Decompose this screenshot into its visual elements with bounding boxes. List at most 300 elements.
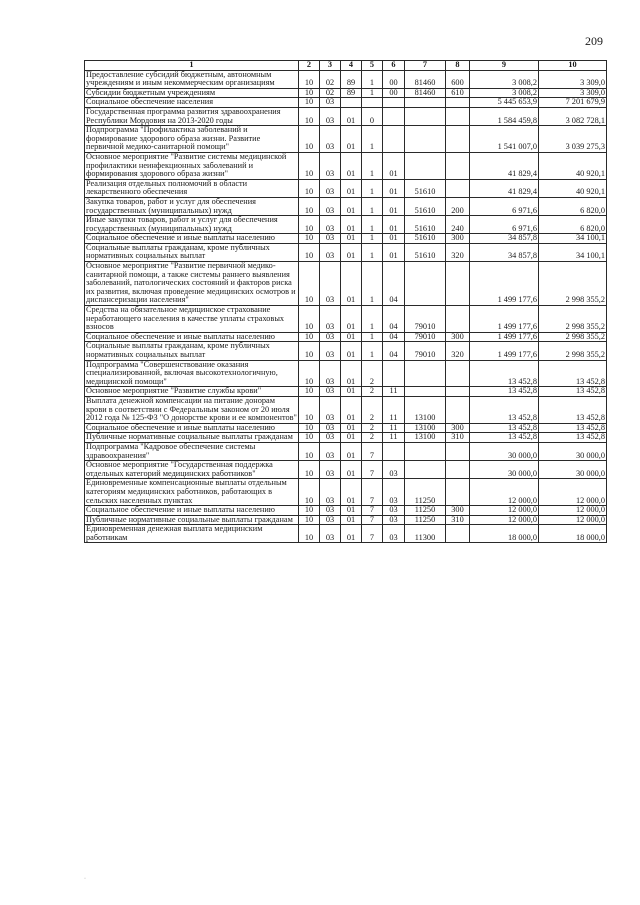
table-row (85, 88, 607, 98)
amount-cell: 12 000,0 (470, 506, 539, 516)
amount-cell: 2 998 355,2 (539, 342, 607, 360)
code-cell: 10 (299, 216, 320, 234)
amount-cell: 3 039 275,3 (539, 126, 607, 153)
amount-cell: 12 000,0 (470, 515, 539, 525)
column-header: 5 (362, 61, 383, 71)
table-row (85, 332, 607, 342)
table-row (85, 152, 607, 179)
code-cell: 01 (341, 461, 362, 479)
page-number: 209 (585, 34, 603, 48)
code-cell: 02 (320, 70, 341, 88)
code-cell: 2 (362, 433, 383, 443)
amount-cell: 2 998 355,2 (539, 332, 607, 342)
column-header: 7 (405, 61, 446, 71)
row-name-cell: Государственная программа развития здравоохранения Республики Мордовия на 2013-2020 годы (85, 107, 299, 125)
code-cell: 11250 (405, 515, 446, 525)
code-cell: 03 (320, 506, 341, 516)
amount-cell: 34 857,8 (470, 243, 539, 261)
code-cell: 1 (362, 243, 383, 261)
code-cell: 11300 (405, 525, 446, 543)
amount-cell: 1 499 177,6 (470, 262, 539, 306)
code-cell: 51610 (405, 234, 446, 244)
code-cell: 10 (299, 360, 320, 387)
amount-cell: 30 000,0 (539, 442, 607, 460)
code-cell: 1 (362, 262, 383, 306)
code-cell: 01 (383, 243, 405, 261)
row-name-cell: Единовременная денежная выплата медицинским работникам (85, 525, 299, 543)
amount-cell: 13 452,8 (539, 387, 607, 397)
code-cell: 1 (362, 332, 383, 342)
code-cell: 13100 (405, 423, 446, 433)
code-cell: 300 (446, 234, 470, 244)
row-name-cell: Основное мероприятие "Развитие системы медицинской профилактики неинфекционных заболеваний и формирования здорового образа жизни" (85, 152, 299, 179)
table-row (85, 479, 607, 506)
code-cell: 10 (299, 306, 320, 333)
row-name-cell: Публичные нормативные социальные выплаты гражданам (85, 433, 299, 443)
table-row (85, 342, 607, 360)
code-cell: 03 (320, 306, 341, 333)
amount-cell: 18 000,0 (539, 525, 607, 543)
column-header: 3 (320, 61, 341, 71)
code-cell: 7 (362, 506, 383, 516)
code-cell: 10 (299, 442, 320, 460)
code-cell: 300 (446, 506, 470, 516)
code-cell (405, 461, 446, 479)
code-cell: 10 (299, 262, 320, 306)
table-row (85, 396, 607, 423)
code-cell: 1 (362, 234, 383, 244)
code-cell: 03 (320, 433, 341, 443)
code-cell: 51610 (405, 243, 446, 261)
code-cell: 10 (299, 126, 320, 153)
amount-cell: 12 000,0 (539, 515, 607, 525)
code-cell: 10 (299, 433, 320, 443)
code-cell: 7 (362, 525, 383, 543)
footer-mark: · (84, 876, 86, 882)
code-cell (405, 126, 446, 153)
table-row (85, 461, 607, 479)
code-cell: 01 (341, 152, 362, 179)
amount-cell: 1 499 177,6 (470, 306, 539, 333)
code-cell: 10 (299, 70, 320, 88)
code-cell: 01 (341, 179, 362, 197)
code-cell: 01 (341, 197, 362, 215)
code-cell: 03 (320, 179, 341, 197)
code-cell: 01 (341, 515, 362, 525)
code-cell: 310 (446, 515, 470, 525)
amount-cell: 18 000,0 (470, 525, 539, 543)
code-cell: 03 (383, 515, 405, 525)
table-row (85, 525, 607, 543)
code-cell: 10 (299, 107, 320, 125)
code-cell: 03 (320, 234, 341, 244)
code-cell: 10 (299, 243, 320, 261)
amount-cell: 13 452,8 (470, 387, 539, 397)
code-cell (446, 396, 470, 423)
code-cell: 11 (383, 387, 405, 397)
code-cell: 13100 (405, 433, 446, 443)
code-cell: 1 (362, 152, 383, 179)
code-cell: 01 (341, 126, 362, 153)
column-header: 2 (299, 61, 320, 71)
column-header: 4 (341, 61, 362, 71)
code-cell: 79010 (405, 342, 446, 360)
code-cell: 11 (383, 396, 405, 423)
code-cell: 04 (383, 342, 405, 360)
code-cell: 03 (320, 262, 341, 306)
code-cell: 03 (320, 342, 341, 360)
code-cell: 10 (299, 342, 320, 360)
amount-cell: 41 829,4 (470, 179, 539, 197)
code-cell: 01 (341, 506, 362, 516)
code-cell: 320 (446, 243, 470, 261)
row-name-cell: Средства на обязательное медицинское страхование неработающего населения в качестве уплаты страховых взносов (85, 306, 299, 333)
code-cell: 01 (383, 197, 405, 215)
code-cell: 1 (362, 126, 383, 153)
code-cell: 03 (320, 387, 341, 397)
code-cell (405, 442, 446, 460)
column-header: 10 (539, 61, 607, 71)
code-cell: 01 (341, 433, 362, 443)
amount-cell: 41 829,4 (470, 152, 539, 179)
amount-cell: 13 452,8 (470, 423, 539, 433)
code-cell: 2 (362, 387, 383, 397)
table-row (85, 515, 607, 525)
amount-cell: 6 971,6 (470, 197, 539, 215)
amount-cell: 13 452,8 (539, 360, 607, 387)
row-name-cell: Социальное обеспечение и иные выплаты населению (85, 332, 299, 342)
row-name-cell: Социальное обеспечение и иные выплаты населению (85, 506, 299, 516)
code-cell (405, 387, 446, 397)
code-cell: 600 (446, 70, 470, 88)
code-cell: 02 (320, 88, 341, 98)
code-cell (362, 98, 383, 108)
code-cell: 10 (299, 234, 320, 244)
code-cell: 01 (341, 216, 362, 234)
code-cell: 10 (299, 461, 320, 479)
code-cell: 01 (341, 442, 362, 460)
code-cell: 79010 (405, 306, 446, 333)
code-cell: 01 (341, 525, 362, 543)
code-cell: 10 (299, 98, 320, 108)
amount-cell: 13 452,8 (539, 396, 607, 423)
table-row (85, 442, 607, 460)
code-cell: 03 (383, 525, 405, 543)
code-cell: 03 (320, 461, 341, 479)
code-cell: 81460 (405, 88, 446, 98)
code-cell: 03 (320, 197, 341, 215)
code-cell: 00 (383, 70, 405, 88)
code-cell: 01 (341, 387, 362, 397)
table-row (85, 98, 607, 108)
amount-cell: 13 452,8 (470, 433, 539, 443)
amount-cell: 34 100,1 (539, 234, 607, 244)
table-row (85, 262, 607, 306)
table-header-row (85, 61, 607, 71)
amount-cell: 30 000,0 (539, 461, 607, 479)
code-cell: 240 (446, 216, 470, 234)
table-row (85, 506, 607, 516)
code-cell: 11250 (405, 479, 446, 506)
code-cell: 03 (320, 98, 341, 108)
row-name-cell: Социальное обеспечение и иные выплаты населению (85, 234, 299, 244)
code-cell (446, 461, 470, 479)
code-cell (446, 306, 470, 333)
code-cell: 04 (383, 262, 405, 306)
row-name-cell: Иные закупки товаров, работ и услуг для обеспечения государственных (муниципальных) нужд (85, 216, 299, 234)
code-cell: 03 (320, 423, 341, 433)
table-row (85, 70, 607, 88)
code-cell: 10 (299, 179, 320, 197)
code-cell: 01 (341, 396, 362, 423)
amount-cell: 1 499 177,6 (470, 332, 539, 342)
amount-cell: 13 452,8 (470, 396, 539, 423)
code-cell: 10 (299, 423, 320, 433)
code-cell: 01 (383, 152, 405, 179)
code-cell: 01 (341, 332, 362, 342)
code-cell: 03 (320, 442, 341, 460)
code-cell: 300 (446, 332, 470, 342)
code-cell: 11250 (405, 506, 446, 516)
amount-cell: 40 920,1 (539, 152, 607, 179)
code-cell: 03 (383, 461, 405, 479)
amount-cell: 2 998 355,2 (539, 262, 607, 306)
row-name-cell: Публичные нормативные социальные выплаты гражданам (85, 515, 299, 525)
code-cell: 10 (299, 332, 320, 342)
code-cell: 10 (299, 525, 320, 543)
amount-cell: 12 000,0 (539, 479, 607, 506)
column-header: 1 (85, 61, 299, 71)
code-cell: 03 (320, 332, 341, 342)
table-row (85, 433, 607, 443)
code-cell: 01 (341, 306, 362, 333)
amount-cell: 6 820,0 (539, 216, 607, 234)
amount-cell: 13 452,8 (539, 423, 607, 433)
code-cell: 03 (320, 126, 341, 153)
code-cell: 01 (341, 107, 362, 125)
code-cell: 51610 (405, 216, 446, 234)
code-cell: 04 (383, 332, 405, 342)
code-cell: 01 (341, 243, 362, 261)
amount-cell: 30 000,0 (470, 461, 539, 479)
code-cell: 03 (320, 525, 341, 543)
code-cell: 04 (383, 306, 405, 333)
amount-cell: 3 008,2 (470, 88, 539, 98)
amount-cell: 13 452,8 (470, 360, 539, 387)
code-cell: 01 (383, 234, 405, 244)
code-cell (446, 360, 470, 387)
row-name-cell: Подпрограмма "Профилактика заболеваний и формирование здорового образа жизни. Развитие первичной медико-санитарной помощи" (85, 126, 299, 153)
column-header: 9 (470, 61, 539, 71)
code-cell: 1 (362, 342, 383, 360)
code-cell: 7 (362, 515, 383, 525)
code-cell (405, 98, 446, 108)
code-cell: 1 (362, 306, 383, 333)
code-cell (383, 442, 405, 460)
table-row (85, 197, 607, 215)
code-cell: 320 (446, 342, 470, 360)
amount-cell: 12 000,0 (539, 506, 607, 516)
amount-cell: 1 541 007,0 (470, 126, 539, 153)
row-name-cell: Основное мероприятие "Развитие первичной медико-санитарной помощи, а также системы раннего выявления заболеваний, патологических состояний и факторов риска их развития, включая проведение медицинских осмотров и диспансеризации населения" (85, 262, 299, 306)
code-cell: 01 (341, 423, 362, 433)
code-cell: 10 (299, 479, 320, 506)
row-name-cell: Предоставление субсидий бюджетным, автономным учреждениям и иным некоммерческим организациям (85, 70, 299, 88)
code-cell (446, 479, 470, 506)
code-cell: 10 (299, 396, 320, 423)
table-row (85, 423, 607, 433)
code-cell: 2 (362, 360, 383, 387)
amount-cell: 3 082 728,1 (539, 107, 607, 125)
code-cell (446, 179, 470, 197)
code-cell: 1 (362, 88, 383, 98)
row-name-cell: Единовременные компенсационные выплаты отдельным категориям медицинских работников, работающих в сельских населенных пунктах (85, 479, 299, 506)
code-cell (405, 107, 446, 125)
row-name-cell: Социальные выплаты гражданам, кроме публичных нормативных социальных выплат (85, 342, 299, 360)
code-cell: 200 (446, 197, 470, 215)
row-name-cell: Закупка товаров, работ и услуг для обеспечения государственных (муниципальных) нужд (85, 197, 299, 215)
code-cell: 13100 (405, 396, 446, 423)
row-name-cell: Социальное обеспечение и иные выплаты населению (85, 423, 299, 433)
row-name-cell: Социальные выплаты гражданам, кроме публичных нормативных социальных выплат (85, 243, 299, 261)
code-cell (405, 152, 446, 179)
code-cell: 01 (341, 234, 362, 244)
code-cell: 2 (362, 396, 383, 423)
amount-cell: 34 857,8 (470, 234, 539, 244)
table-body (85, 70, 607, 543)
code-cell: 03 (320, 216, 341, 234)
amount-cell: 30 000,0 (470, 442, 539, 460)
code-cell (446, 126, 470, 153)
amount-cell: 1 499 177,6 (470, 342, 539, 360)
code-cell: 03 (320, 479, 341, 506)
row-name-cell: Подпрограмма "Кадровое обеспечение системы здравоохранения" (85, 442, 299, 460)
code-cell: 03 (383, 506, 405, 516)
code-cell: 01 (341, 360, 362, 387)
code-cell: 10 (299, 387, 320, 397)
amount-cell: 1 584 459,8 (470, 107, 539, 125)
code-cell: 03 (383, 479, 405, 506)
code-cell: 610 (446, 88, 470, 98)
table-row (85, 234, 607, 244)
budget-table (84, 60, 607, 543)
code-cell (446, 387, 470, 397)
code-cell: 01 (383, 216, 405, 234)
code-cell (446, 98, 470, 108)
code-cell: 10 (299, 197, 320, 215)
row-name-cell: Социальное обеспечение населения (85, 98, 299, 108)
code-cell: 03 (320, 243, 341, 261)
table-row (85, 126, 607, 153)
table-row (85, 216, 607, 234)
amount-cell: 13 452,8 (539, 433, 607, 443)
table-row (85, 179, 607, 197)
code-cell: 03 (320, 396, 341, 423)
code-cell: 79010 (405, 332, 446, 342)
code-cell: 01 (383, 179, 405, 197)
code-cell: 10 (299, 515, 320, 525)
code-cell: 310 (446, 433, 470, 443)
row-name-cell: Выплата денежной компенсации на питание донорам крови в соответствии с Федеральным законом от 20 июля 2012 года № 125-ФЗ "О донорстве крови и ее компонентов" (86, 396, 297, 423)
code-cell: 01 (341, 262, 362, 306)
code-cell: 11 (383, 433, 405, 443)
code-cell: 81460 (405, 70, 446, 88)
table-row (85, 243, 607, 261)
code-cell: 03 (320, 360, 341, 387)
code-cell: 10 (299, 88, 320, 98)
code-cell: 89 (341, 88, 362, 98)
table-row (85, 387, 607, 397)
code-cell: 51610 (405, 197, 446, 215)
code-cell: 7 (362, 479, 383, 506)
amount-cell: 3 309,0 (539, 70, 607, 88)
code-cell (446, 442, 470, 460)
amount-cell: 3 309,0 (539, 88, 607, 98)
code-cell (446, 107, 470, 125)
code-cell (446, 152, 470, 179)
amount-cell: 40 920,1 (539, 179, 607, 197)
table-row (85, 360, 607, 387)
column-header: 8 (446, 61, 470, 71)
row-name-cell: Подпрограмма "Совершенствование оказания специализированной, включая высокотехнологичную, медицинской помощи" (85, 360, 299, 387)
code-cell (405, 360, 446, 387)
amount-cell: 3 008,2 (470, 70, 539, 88)
table-row (85, 107, 607, 125)
code-cell (383, 107, 405, 125)
code-cell: 11 (383, 423, 405, 433)
code-cell: 1 (362, 216, 383, 234)
code-cell: 89 (341, 70, 362, 88)
table-row (85, 306, 607, 333)
amount-cell: 34 100,1 (539, 243, 607, 261)
code-cell: 1 (362, 179, 383, 197)
amount-cell: 5 445 653,9 (470, 98, 539, 108)
code-cell (341, 98, 362, 108)
row-name-cell: Субсидии бюджетным учреждениям (85, 88, 299, 98)
column-header: 6 (383, 61, 405, 71)
code-cell: 1 (362, 197, 383, 215)
code-cell: 10 (299, 152, 320, 179)
amount-cell: 6 971,6 (470, 216, 539, 234)
code-cell: 03 (320, 515, 341, 525)
row-name-cell: Основное мероприятие "Развитие службы крови" (85, 387, 299, 397)
amount-cell: 6 820,0 (539, 197, 607, 215)
amount-cell: 12 000,0 (470, 479, 539, 506)
code-cell: 1 (362, 70, 383, 88)
code-cell: 7 (362, 461, 383, 479)
row-name-cell: Реализация отдельных полномочий в области лекарственного обеспечения (85, 179, 299, 197)
code-cell: 03 (320, 152, 341, 179)
code-cell: 00 (383, 88, 405, 98)
code-cell (405, 262, 446, 306)
code-cell: 300 (446, 423, 470, 433)
amount-cell: 7 201 679,9 (539, 98, 607, 108)
code-cell (446, 525, 470, 543)
code-cell: 10 (299, 506, 320, 516)
code-cell: 01 (341, 342, 362, 360)
code-cell: 2 (362, 423, 383, 433)
code-cell (383, 126, 405, 153)
code-cell: 03 (320, 107, 341, 125)
code-cell (383, 98, 405, 108)
code-cell (446, 262, 470, 306)
amount-cell: 2 998 355,2 (539, 306, 607, 333)
code-cell (383, 360, 405, 387)
code-cell: 51610 (405, 179, 446, 197)
code-cell: 01 (341, 479, 362, 506)
code-cell: 0 (362, 107, 383, 125)
code-cell: 7 (362, 442, 383, 460)
